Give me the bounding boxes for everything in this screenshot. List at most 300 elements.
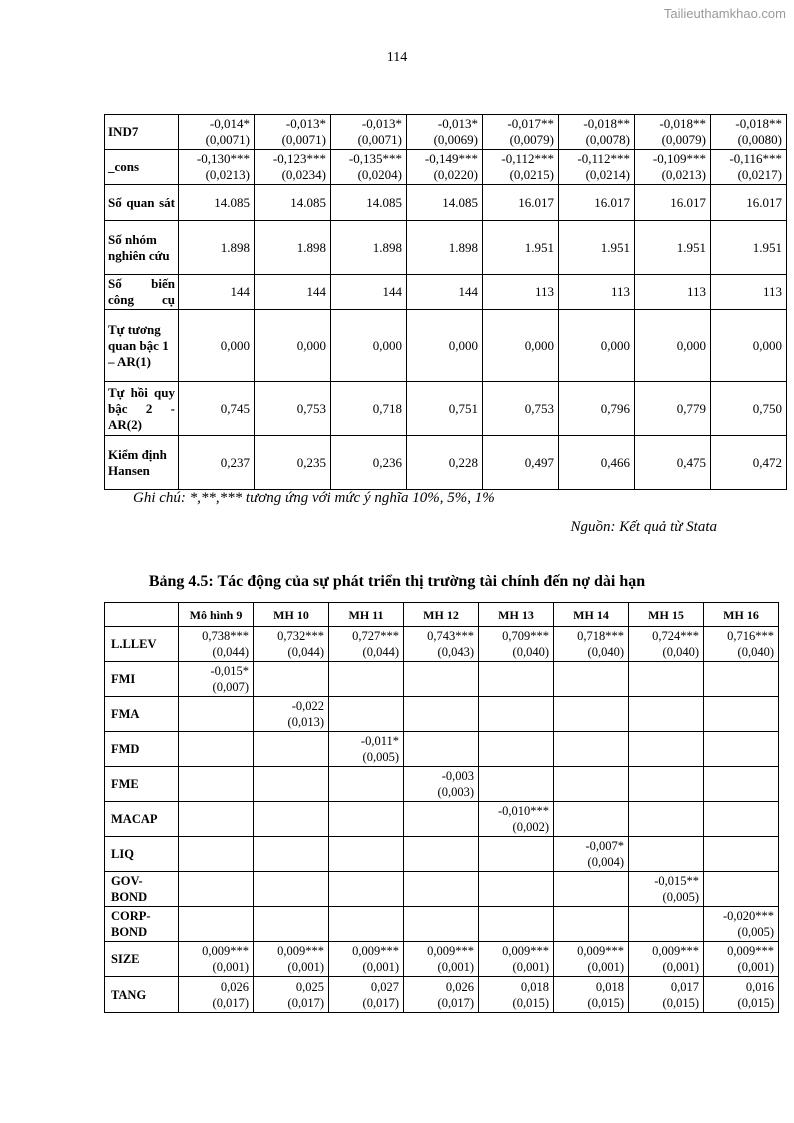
table-cell [704,767,779,802]
cell-value: 1.898 [296,239,326,255]
table-cell [179,907,254,942]
table-cell [635,436,711,490]
table-cell [483,221,559,275]
cell-value: 144 [382,284,402,299]
cell-value: -0,022 [291,699,324,713]
table-cell [255,436,331,490]
cell-value: 1.951 [600,239,630,255]
table-cell [559,221,635,275]
cell-value: 0,753 [296,400,326,416]
cell-value: -0,135*** [348,151,402,166]
table-cell [554,802,629,837]
table-cell [407,275,483,310]
cell-std-error: (0,0071) [205,132,250,147]
table-cell [711,310,787,382]
table-cell [483,436,559,490]
table-cell [331,382,407,436]
table-cell [331,150,407,185]
table-cell [554,942,629,977]
cell-value: -0,109*** [652,151,706,166]
cell-std-error: (0,001) [437,960,474,974]
table-cell [559,382,635,436]
table-cell [404,802,479,837]
table-cell [254,732,329,767]
watermark: Tailieuthamkhao.com [663,6,786,21]
table-cell [554,837,629,872]
table-cell [254,907,329,942]
table-cell [404,697,479,732]
table-cell [704,837,779,872]
cell-value: 0,000 [676,337,706,353]
cell-value: 113 [534,284,554,299]
table-cell [559,436,635,490]
cell-value: 0,000 [448,337,478,353]
cell-value: -0,011* [360,734,399,748]
cell-std-error: (0,0213) [661,167,706,182]
column-header: MH 14 [554,603,629,627]
table-cell [554,977,629,1013]
cell-std-error: (0,005) [662,890,699,904]
cell-value: -0,013* [437,116,478,131]
cell-value: 0,016 [745,979,774,994]
cell-std-error: (0,005) [737,925,774,939]
regression-table-continued [104,114,787,490]
table-cell [711,185,787,221]
row-label: IND7 [105,115,179,150]
table-cell [179,732,254,767]
cell-value: -0,013* [285,116,326,131]
row-label: SIZE [105,942,179,977]
table-cell [635,185,711,221]
cell-std-error: (0,040) [662,645,699,659]
table-cell [179,942,254,977]
cell-value: 1.898 [448,239,478,255]
table-cell [711,221,787,275]
cell-std-error: (0,015) [662,995,699,1010]
table-cell [479,872,554,907]
cell-value: 0,009*** [652,944,699,958]
cell-value: -0,018** [659,116,706,131]
cell-value: 0,000 [752,337,782,353]
table-cell [329,837,404,872]
table-cell [254,627,329,662]
row-label: Số quan sát [105,185,179,221]
cell-std-error: (0,004) [587,855,624,869]
table-cell [635,115,711,150]
cell-value: -0,010*** [497,804,549,818]
table-cell [407,150,483,185]
cell-std-error: (0,001) [512,960,549,974]
row-label: Tự tương quan bậc 1 – AR(1) [105,310,179,382]
long-term-debt-table [104,602,779,1013]
table-cell [704,907,779,942]
cell-value: -0,123*** [272,151,326,166]
cell-std-error: (0,0220) [433,167,478,182]
cell-std-error: (0,0217) [737,167,782,182]
table-cell [554,767,629,802]
cell-value: 0,017 [670,979,699,994]
table-cell [629,627,704,662]
table-cell [255,310,331,382]
table-cell [255,150,331,185]
table-cell [255,221,331,275]
cell-value: -0,013* [361,116,402,131]
table-row [105,977,779,1013]
table-cell [635,150,711,185]
table-cell [404,662,479,697]
table-cell [331,185,407,221]
cell-value: 0,743*** [427,629,474,643]
cell-std-error: (0,040) [587,645,624,659]
cell-std-error: (0,013) [287,715,324,729]
cell-std-error: (0,001) [587,960,624,974]
table-cell [559,275,635,310]
table-cell [711,150,787,185]
table-cell [404,872,479,907]
cell-value: 0,753 [524,400,554,416]
cell-value: 113 [762,284,782,299]
table-cell [483,382,559,436]
table-cell [254,662,329,697]
column-header: MH 16 [704,603,779,627]
table-cell [179,150,255,185]
cell-value: 0,751 [448,400,478,416]
table-cell [483,310,559,382]
cell-std-error: (0,017) [287,995,324,1010]
table-cell [483,185,559,221]
table-cell [254,942,329,977]
cell-value: -0,007* [585,839,624,853]
table-cell [404,732,479,767]
column-header: MH 12 [404,603,479,627]
table-row [105,697,779,732]
table-cell [704,697,779,732]
cell-value: 0,750 [752,400,782,416]
cell-value: 0,796 [600,400,630,416]
table-cell [554,627,629,662]
cell-std-error: (0,0071) [281,132,326,147]
cell-value: 0,236 [372,454,402,470]
cell-value: 113 [686,284,706,299]
table-source: Nguồn: Kết quả từ Stata [570,519,717,535]
row-label: Số nhóm nghiên cứu [105,221,179,275]
table-cell [711,275,787,310]
cell-value: -0,018** [735,116,782,131]
cell-std-error: (0,0214) [585,167,630,182]
table-caption: Bảng 4.5: Tác động của sự phát triển thị trường tài chính đến nợ dài hạn [148,573,646,590]
table-cell [479,697,554,732]
table-cell [711,436,787,490]
cell-std-error: (0,001) [737,960,774,974]
cell-std-error: (0,040) [512,645,549,659]
table-cell [255,275,331,310]
table-cell [329,662,404,697]
cell-value: 0,472 [752,454,782,470]
table-cell [179,872,254,907]
cell-std-error: (0,017) [437,995,474,1010]
table-cell [479,907,554,942]
cell-std-error: (0,044) [362,645,399,659]
cell-value: -0,017** [507,116,554,131]
table-cell [479,837,554,872]
cell-value: 0,497 [524,454,554,470]
cell-value: 0,235 [296,454,326,470]
row-label: Tự hồi quy bậc 2 - AR(2) [105,382,179,436]
cell-std-error: (0,044) [212,645,249,659]
table-cell [179,837,254,872]
table-cell [704,872,779,907]
cell-value: -0,018** [583,116,630,131]
table-cell [329,627,404,662]
cell-value: 0,000 [220,337,250,353]
table-cell [329,907,404,942]
table-cell [404,942,479,977]
cell-value: 0,009*** [202,944,249,958]
cell-std-error: (0,003) [437,785,474,799]
table-cell [179,310,255,382]
table-cell [329,977,404,1013]
cell-value: 0,779 [676,400,706,416]
table-cell [554,872,629,907]
table-row [105,115,787,150]
cell-value: 14.085 [442,194,478,210]
cell-value: 0,000 [600,337,630,353]
cell-value: 144 [458,284,478,299]
cell-std-error: (0,015) [587,995,624,1010]
cell-value: 0,009*** [427,944,474,958]
row-label: CORP-BOND [105,907,179,942]
table-cell [554,697,629,732]
table-cell [483,115,559,150]
table-cell [704,627,779,662]
cell-value: 0,018 [520,979,549,994]
table-row [105,627,779,662]
cell-value: 0,228 [448,454,478,470]
cell-value: 0,009*** [577,944,624,958]
table-cell [331,221,407,275]
table-cell [635,310,711,382]
table-cell [179,802,254,837]
table-cell [179,627,254,662]
row-label: LIQ [105,837,179,872]
cell-value: 0,724*** [652,629,699,643]
table-cell [179,185,255,221]
cell-value: 1.951 [524,239,554,255]
table-cell [559,115,635,150]
table-cell [479,627,554,662]
cell-value: 0,018 [595,979,624,994]
table-row [105,767,779,802]
row-label: FMA [105,697,179,732]
table-cell [407,115,483,150]
column-header: MH 13 [479,603,554,627]
table-cell [407,436,483,490]
table-cell [407,221,483,275]
table-cell [255,115,331,150]
cell-value: 0,009*** [277,944,324,958]
table-cell [629,662,704,697]
cell-value: -0,130*** [196,151,250,166]
table-row [105,837,779,872]
cell-std-error: (0,001) [287,960,324,974]
cell-std-error: (0,002) [512,820,549,834]
cell-std-error: (0,0215) [509,167,554,182]
cell-value: 14.085 [290,194,326,210]
table-row [105,662,779,697]
cell-std-error: (0,001) [662,960,699,974]
table-cell [404,907,479,942]
cell-std-error: (0,0078) [585,132,630,147]
table-cell [329,802,404,837]
table-cell [704,942,779,977]
table-row [105,221,787,275]
cell-value: 1.898 [220,239,250,255]
cell-std-error: (0,015) [512,995,549,1010]
table-row [105,942,779,977]
row-label: Kiểm định Hansen [105,436,179,490]
table-cell [554,662,629,697]
table-cell [329,697,404,732]
table-cell [254,872,329,907]
table-row [105,275,787,310]
cell-std-error: (0,0234) [281,167,326,182]
cell-value: 144 [230,284,250,299]
cell-std-error: (0,017) [362,995,399,1010]
table-cell [559,185,635,221]
table-cell [559,150,635,185]
table-cell [331,275,407,310]
table-cell [629,837,704,872]
cell-std-error: (0,015) [737,995,774,1010]
column-header: MH 15 [629,603,704,627]
table-cell [629,872,704,907]
cell-value: 0,000 [296,337,326,353]
cell-std-error: (0,0069) [433,132,478,147]
table-cell [179,767,254,802]
row-label: FMD [105,732,179,767]
table-cell [629,942,704,977]
table-cell [254,697,329,732]
cell-value: 16.017 [746,194,782,210]
table-cell [179,436,255,490]
row-label: FME [105,767,179,802]
table-cell [179,977,254,1013]
cell-value: 0,727*** [352,629,399,643]
table-cell [404,767,479,802]
table-cell [331,436,407,490]
table-cell [483,150,559,185]
table-cell [404,977,479,1013]
table-cell [254,837,329,872]
column-header [105,603,179,627]
table-cell [254,767,329,802]
table-cell [329,942,404,977]
cell-value: 0,718*** [577,629,624,643]
cell-value: -0,112*** [501,151,554,166]
cell-value: 0,027 [370,979,399,994]
table-cell [329,767,404,802]
table-cell [479,942,554,977]
table-cell [554,907,629,942]
cell-std-error: (0,0079) [509,132,554,147]
cell-value: -0,014* [209,116,250,131]
table-cell [629,977,704,1013]
table-cell [255,382,331,436]
table-row [105,185,787,221]
table-note: Ghi chú: *,**,*** tương ứng với mức ý nghĩa 10%, 5%, 1% [133,490,495,506]
cell-value: 0,237 [220,454,250,470]
cell-std-error: (0,005) [362,750,399,764]
table-cell [179,115,255,150]
table-cell [404,627,479,662]
table-cell [704,732,779,767]
cell-std-error: (0,0204) [357,167,402,182]
cell-value: -0,015** [654,874,699,888]
cell-value: 1.898 [372,239,402,255]
page-number: 114 [386,50,408,65]
cell-value: 0,009*** [352,944,399,958]
table-cell [407,382,483,436]
cell-value: 0,732*** [277,629,324,643]
table-cell [179,662,254,697]
header-row [105,603,779,627]
table-cell [479,767,554,802]
cell-value: -0,003 [441,769,474,783]
table-cell [635,382,711,436]
cell-value: 0,475 [676,454,706,470]
cell-value: 14.085 [214,194,250,210]
table-cell [179,697,254,732]
table-row [105,150,787,185]
cell-value: 1.951 [752,239,782,255]
cell-value: 0,738*** [202,629,249,643]
cell-value: -0,116*** [729,151,782,166]
table-cell [254,977,329,1013]
cell-value: 113 [610,284,630,299]
cell-std-error: (0,017) [212,995,249,1010]
table-cell [479,732,554,767]
table-cell [711,382,787,436]
cell-value: 0,025 [295,979,324,994]
cell-value: 0,745 [220,400,250,416]
table-row [105,872,779,907]
cell-std-error: (0,001) [362,960,399,974]
table-cell [407,310,483,382]
table-cell [629,767,704,802]
row-label: TANG [105,977,179,1013]
table-cell [479,662,554,697]
column-header: Mô hình 9 [179,603,254,627]
table-row [105,907,779,942]
table-cell [629,732,704,767]
table-cell [635,221,711,275]
table-cell [179,275,255,310]
table-cell [254,802,329,837]
table-cell [711,115,787,150]
table-row [105,802,779,837]
cell-value: -0,020*** [722,909,774,923]
cell-value: 16.017 [594,194,630,210]
table-cell [179,382,255,436]
cell-value: 0,000 [524,337,554,353]
table-row [105,732,779,767]
cell-value: 0,466 [600,454,630,470]
cell-value: 0,000 [372,337,402,353]
table-cell [179,221,255,275]
column-header: MH 10 [254,603,329,627]
table-cell [479,802,554,837]
cell-value: 1.951 [676,239,706,255]
